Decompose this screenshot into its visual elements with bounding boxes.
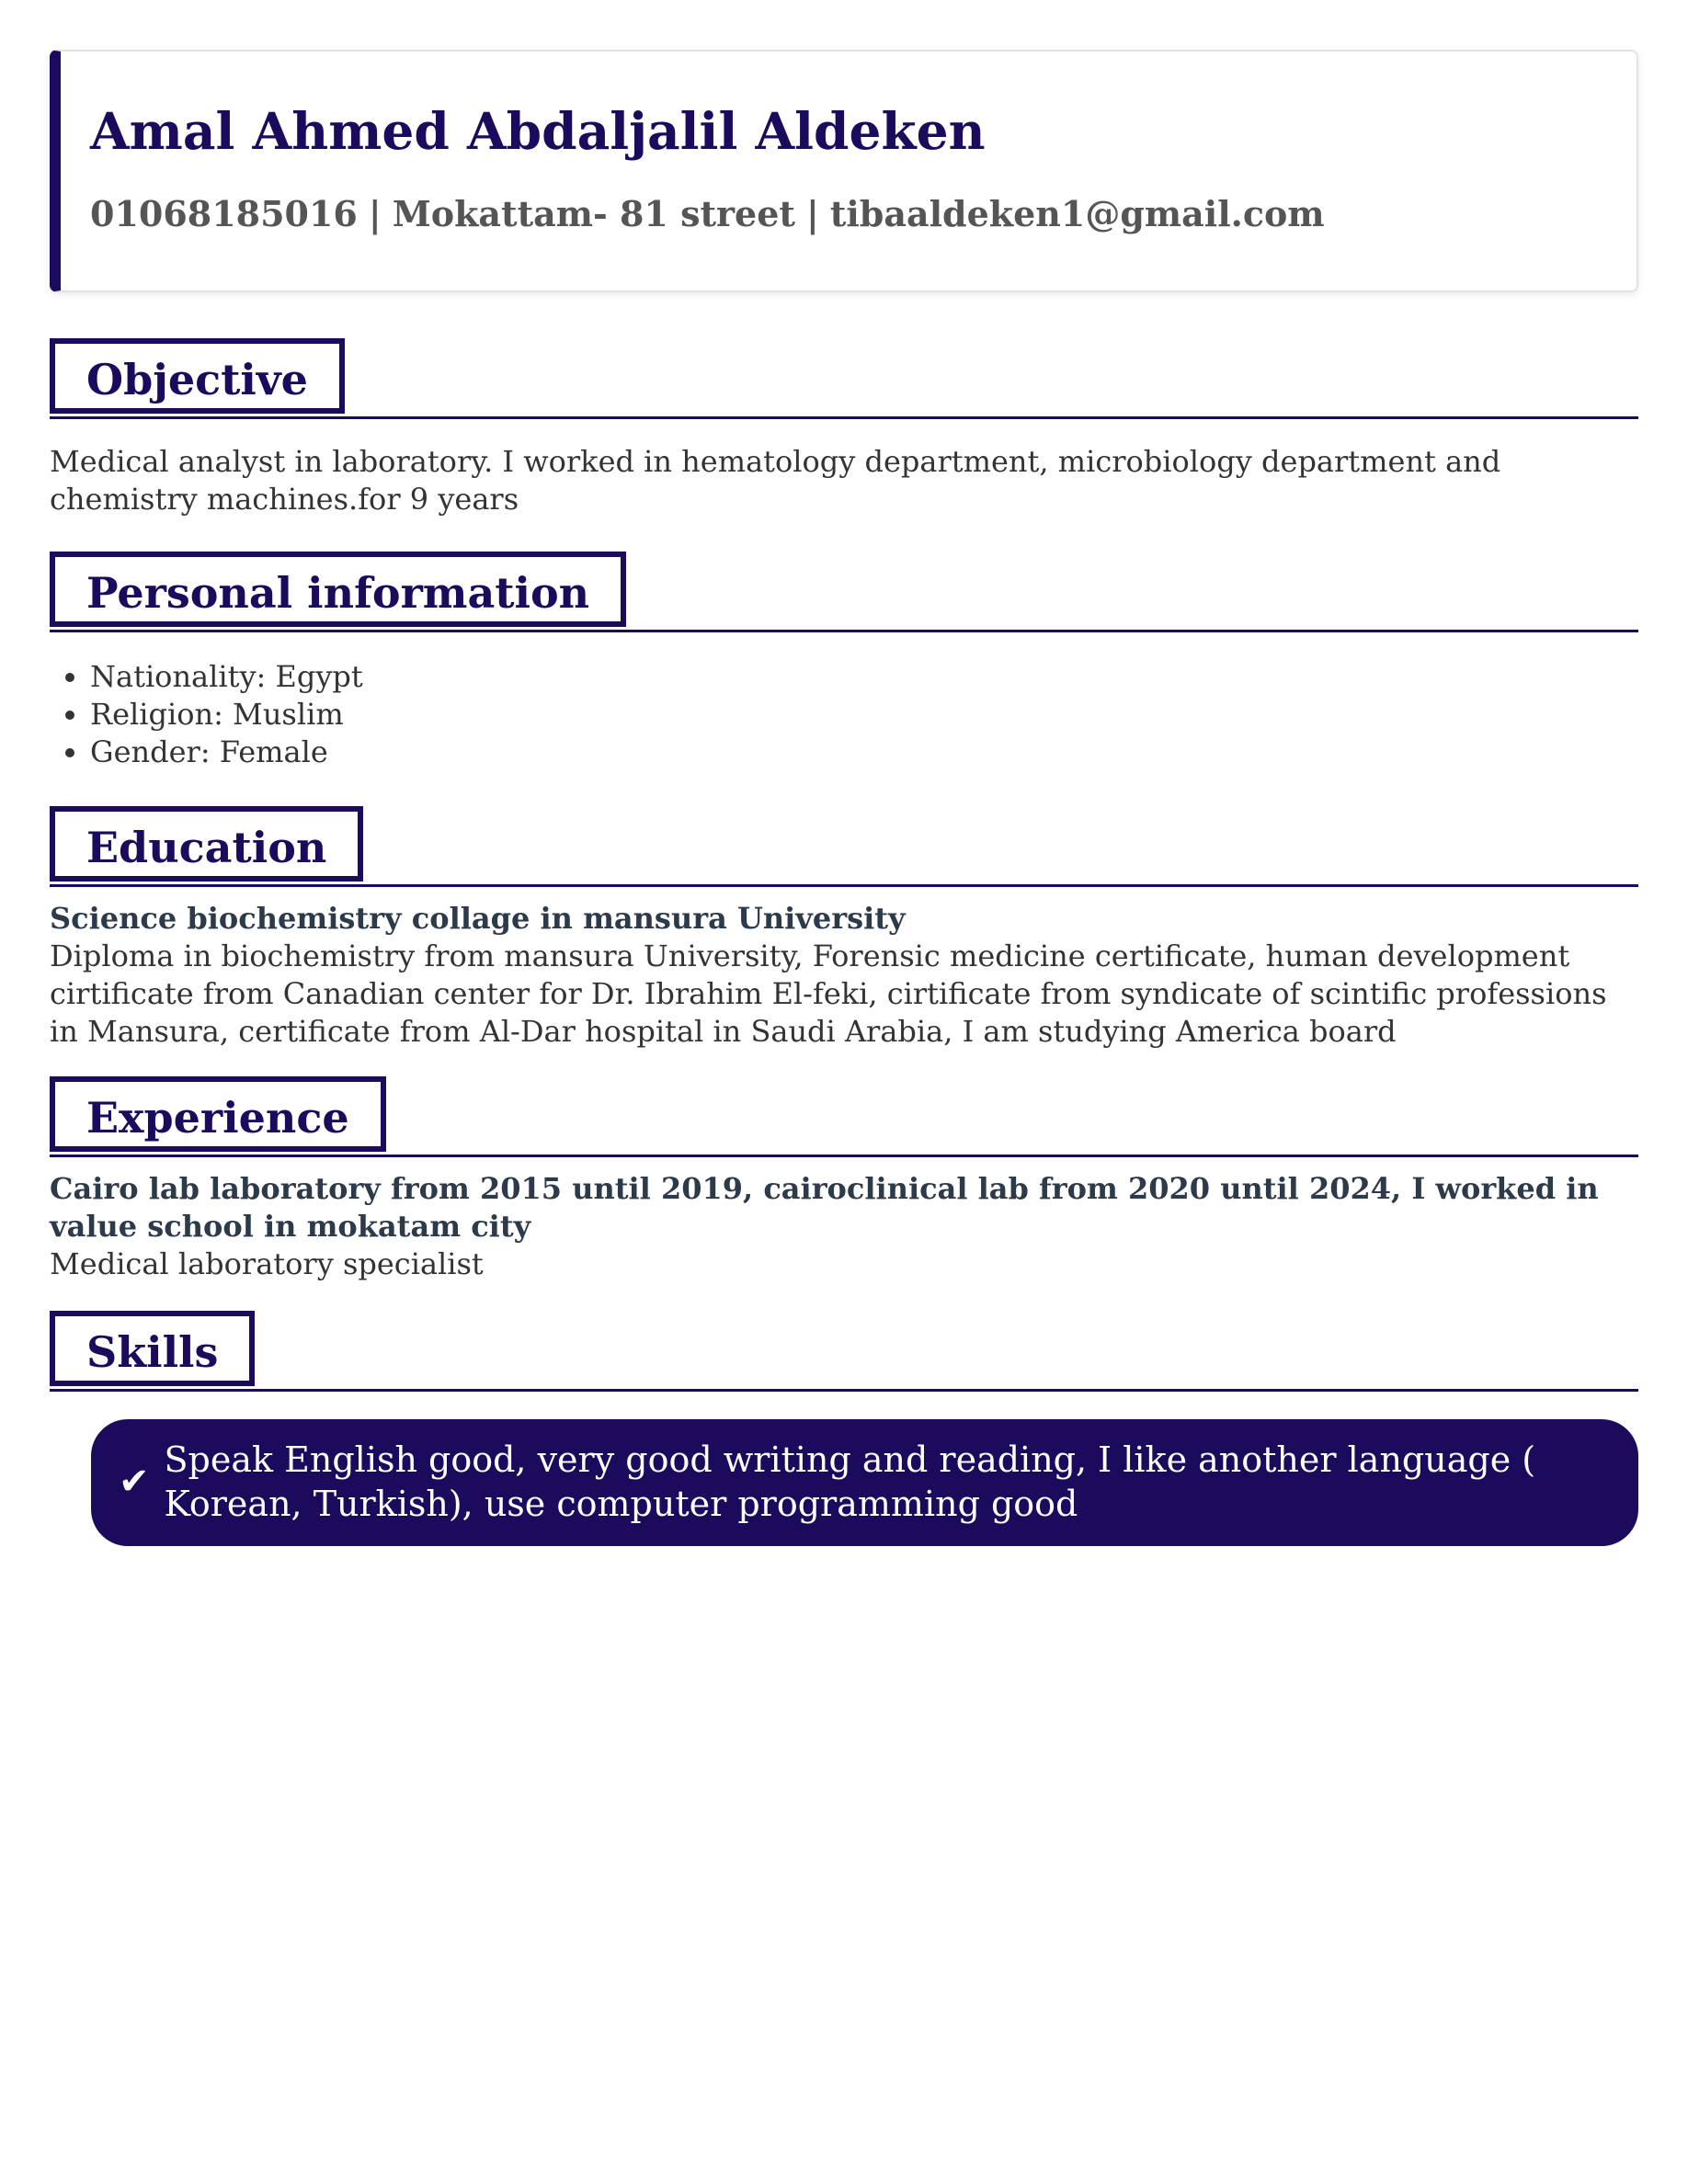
header-card (50, 50, 1638, 292)
objective-header (50, 338, 1638, 419)
skill-text: Speak English good, very good writing and reading, I like another language ( Korean, Turkish), use computer programming good (164, 1439, 1536, 1524)
skills-section (50, 1311, 1638, 1546)
resume-page (50, 50, 1638, 1546)
section-title-personal: Personal information (50, 552, 626, 627)
experience-role: Medical laboratory specialist (50, 1246, 484, 1281)
education-details: Diploma in biochemistry from mansura University, Forensic medicine certificate, human development cirtificate from Canadian center for Dr. Ibrahim El-feki, cirtificate from syndicate of scintific professions in Mansura, certificate from Al-Dar hospital in Saudi Arabia, I am studying America board (50, 938, 1607, 1049)
education-institution: Science biochemistry collage in mansura University (50, 901, 906, 936)
objective-section (50, 338, 1638, 518)
address: Mokattam- 81 street (392, 193, 795, 234)
phone-number: 01068185016 (90, 193, 358, 234)
skills-header (50, 1311, 1638, 1392)
experience-section (50, 1076, 1638, 1283)
email-address: tibaaldeken1@gmail.com (829, 193, 1325, 234)
list-item: • Nationality: Egypt (90, 658, 1638, 696)
education-header (50, 806, 1638, 887)
section-title-experience: Experience (50, 1076, 386, 1152)
experience-workplaces: Cairo lab laboratory from 2015 until 2019, cairoclinical lab from 2020 until 2024, I worked in value school in mokatam city (50, 1171, 1599, 1244)
experience-header (50, 1076, 1638, 1157)
contact-separator: | (805, 193, 819, 234)
section-title-skills: Skills (50, 1311, 255, 1386)
list-item: • Religion: Muslim (90, 696, 1638, 734)
skill-item (91, 1419, 1638, 1546)
checkmark-icon: ✔ (119, 1461, 150, 1503)
contact-separator: | (368, 193, 382, 234)
personal-info-list (50, 658, 1638, 771)
section-title-objective: Objective (50, 338, 345, 414)
education-section (50, 806, 1638, 1051)
personal-section (50, 552, 1638, 771)
objective-text: Medical analyst in laboratory. I worked in hematology department, microbiology department and chemistry machines.for 9 years (50, 444, 1501, 517)
personal-header (50, 552, 1638, 632)
list-item: • Gender: Female (90, 734, 1638, 771)
contact-line (90, 193, 1325, 234)
section-title-education: Education (50, 806, 363, 882)
candidate-name: Amal Ahmed Abdaljalil Aldeken (90, 101, 986, 161)
